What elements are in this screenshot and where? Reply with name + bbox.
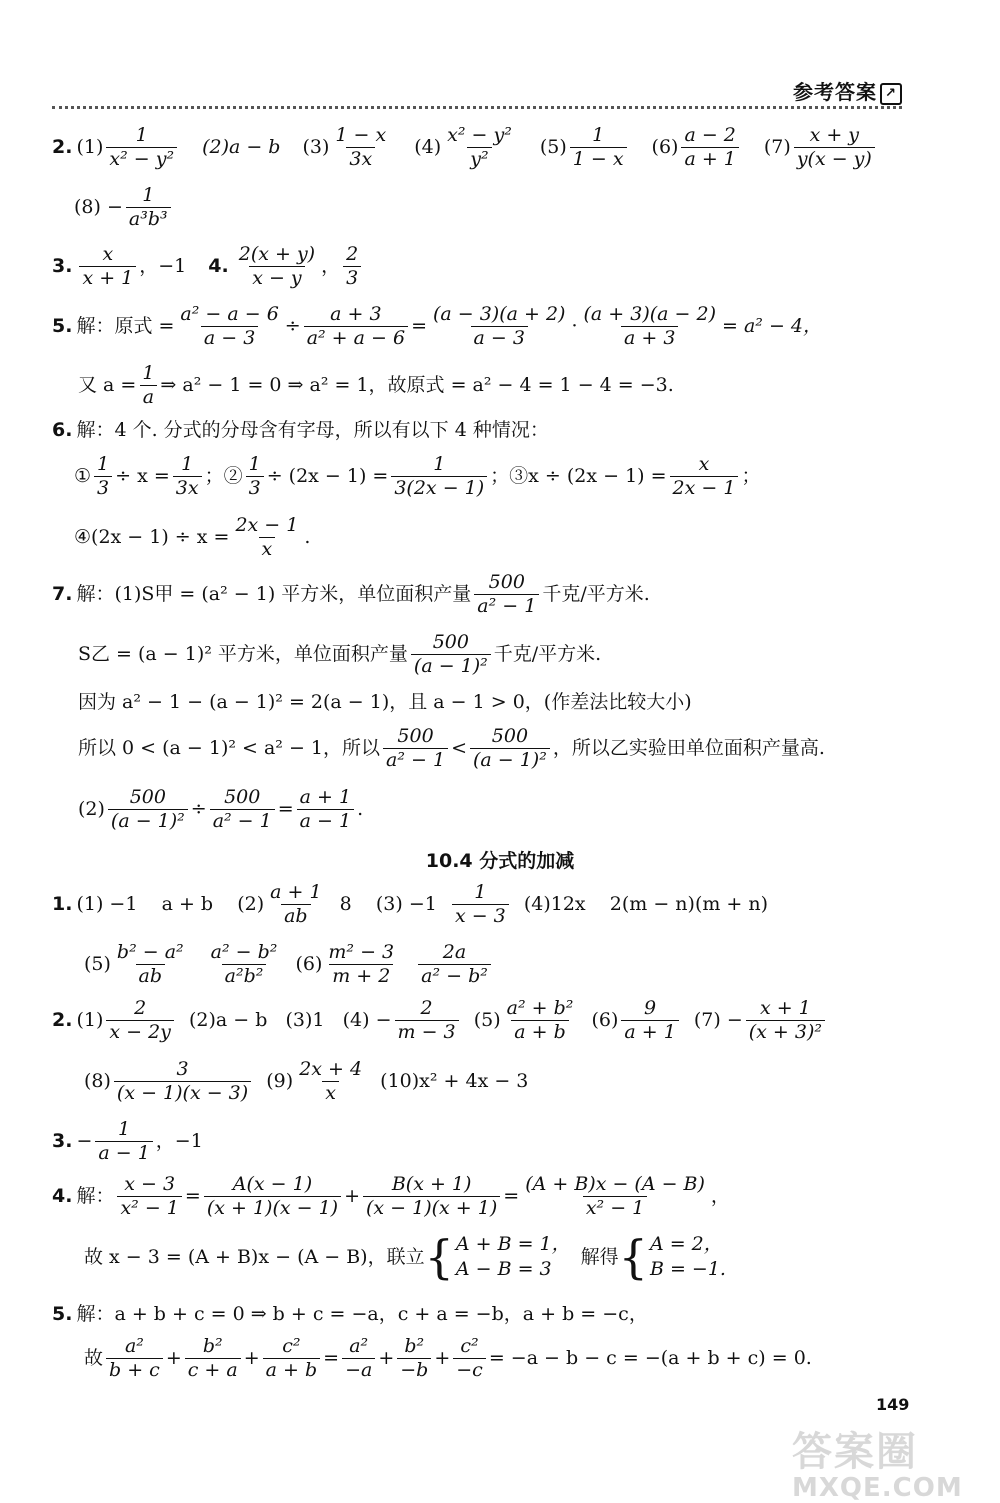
fraction [391, 455, 487, 498]
math-text: . [357, 798, 364, 820]
denominator: 3x [346, 147, 375, 169]
fraction [139, 364, 157, 407]
fraction [204, 1175, 341, 1218]
header-divider [52, 106, 902, 109]
question-number: 2. [52, 1009, 73, 1031]
question-number: 1. [52, 893, 73, 915]
math-text: = −a − b − c = −(a + b + c) = 0. [488, 1347, 812, 1369]
denominator: (x + 1)(x − 1) [204, 1196, 341, 1218]
math-text: 解：原式 = [76, 315, 175, 337]
numerator: 1 [592, 124, 605, 146]
denominator: −b [397, 1358, 431, 1380]
math-text: 所以 0 < (a − 1)² < a² − 1，所以 [78, 737, 381, 759]
section-title: 10.4 分式的加减 [425, 850, 575, 872]
math-text: 故 [84, 1347, 104, 1369]
denominator: (x − 1)(x − 3) [114, 1081, 251, 1103]
math-text: ；③x ÷ (2x − 1) = [490, 465, 667, 487]
answer-line [84, 1230, 726, 1284]
fraction [304, 305, 408, 348]
numerator: 2 [346, 243, 359, 265]
fraction [397, 1337, 431, 1380]
question-number: 4. [52, 1185, 73, 1207]
numerator: 500 [224, 786, 261, 808]
numerator: 500 [432, 631, 469, 653]
denominator: m + 2 [329, 964, 393, 986]
fraction [114, 1060, 251, 1103]
numerator: 1 [142, 362, 155, 384]
math-text: (4) [414, 136, 442, 158]
numerator: a + 1 [270, 881, 322, 903]
denominator: (a − 1)² [411, 654, 491, 676]
numerator: m² − 3 [328, 941, 395, 963]
math-text: ÷ (2x − 1) = [266, 465, 389, 487]
math-text: ； [741, 465, 761, 487]
math-text: + [434, 1347, 451, 1369]
numerator: (A + B)x − (A − B) [525, 1173, 705, 1195]
numerator: 1 − x [335, 124, 387, 146]
math-text: · [571, 315, 578, 337]
page-number: 149 [876, 1395, 910, 1414]
fraction [581, 305, 719, 348]
answer-line [52, 999, 828, 1042]
question-number: 3. [52, 255, 73, 277]
numerator: B(x + 1) [391, 1173, 472, 1195]
equation-solution: { A = 2， B = −1. [618, 1230, 726, 1284]
math-text: (4)12x 2(m − n)(m + n) [511, 893, 769, 915]
question-number: 2. [52, 136, 73, 158]
denominator: x [259, 537, 276, 559]
denominator: (x + 3)² [746, 1020, 825, 1042]
denominator: b + c [106, 1358, 163, 1380]
numerator: b² − a² [116, 941, 184, 963]
denominator: −c [453, 1358, 486, 1380]
denominator: ab [281, 904, 311, 926]
fraction [108, 788, 188, 831]
denominator: 1 − x [570, 147, 627, 169]
math-text: (2)a − b (3)1 (4) − [176, 1009, 392, 1031]
numerator: a + 3 [330, 303, 382, 325]
math-text: (3) [302, 136, 330, 158]
numerator: 500 [129, 786, 166, 808]
denominator: (a − 1)² [108, 809, 188, 831]
numerator: 3 [176, 1058, 189, 1080]
math-text: (1) −1 a + b (2) [76, 893, 265, 915]
numerator: c² [282, 1335, 301, 1357]
math-text: ÷ [284, 315, 301, 337]
answer-line [78, 364, 674, 407]
denominator: 3x [173, 476, 202, 498]
denominator: a + b [511, 1020, 569, 1042]
math-text: A + B = 1， [455, 1233, 571, 1255]
math-text: S乙 = (a − 1)² 平方米，单位面积产量 [78, 643, 408, 665]
math-text: (5) [84, 953, 111, 975]
fraction [236, 245, 318, 288]
math-text: = [323, 1347, 340, 1369]
numerator: 1 [181, 453, 194, 475]
answer-line [52, 1305, 648, 1324]
math-text: ① [74, 465, 92, 487]
math-text: ④(2x − 1) ÷ x = [74, 526, 230, 548]
fraction [746, 999, 825, 1042]
math-text: 解：4 个. 分式的分母含有字母，所以有以下 4 种情况： [76, 419, 549, 441]
fraction [343, 245, 361, 288]
denominator: a² − 1 [474, 594, 539, 616]
numerator: x + y [809, 124, 860, 146]
fraction [325, 943, 397, 986]
denominator: 3 [94, 476, 112, 498]
fraction [395, 999, 459, 1042]
denominator: x [322, 1081, 339, 1103]
math-text: (10)x² + 4x − 3 [368, 1070, 529, 1092]
numerator: 500 [488, 571, 525, 593]
math-text: (5) [539, 136, 567, 158]
fraction [452, 883, 509, 926]
fraction [114, 943, 187, 986]
denominator: a³b³ [126, 207, 171, 229]
question-number: 4. [208, 255, 229, 277]
math-text: (2) [78, 798, 105, 820]
fraction [117, 1175, 181, 1218]
math-text: B = −1. [649, 1258, 726, 1280]
denominator: a + 3 [621, 326, 678, 348]
answer-line [52, 573, 650, 616]
fraction [794, 126, 875, 169]
header-title: 参考答案 ↗ [793, 76, 902, 105]
fraction [267, 883, 324, 926]
numerator: x [698, 453, 710, 475]
denominator: a² − 1 [210, 809, 275, 831]
fraction [106, 1337, 163, 1380]
fraction [522, 1175, 708, 1218]
numerator: 2x − 1 [235, 514, 299, 536]
math-text: (7) [763, 136, 791, 158]
denominator: −a [342, 1358, 375, 1380]
denominator: a − 3 [201, 326, 258, 348]
fraction [232, 516, 301, 559]
answer-line [52, 421, 549, 440]
denominator: a² − b² [418, 964, 491, 986]
math-text: = [277, 798, 294, 820]
fraction [297, 788, 354, 831]
math-text: ÷ x = [115, 465, 170, 487]
numerator: c² [460, 1335, 479, 1357]
answer-line [52, 1175, 730, 1218]
math-text: ；② [204, 465, 243, 487]
fraction [474, 573, 539, 616]
math-text: 解：(1)S甲 = (a² − 1) 平方米，单位面积产量 [76, 583, 472, 605]
math-text: 解得 [580, 1245, 619, 1268]
math-text: (6) [283, 953, 323, 975]
math-text: = [184, 1185, 201, 1207]
question-number: 3. [52, 1130, 73, 1152]
math-text: = a² − 4， [722, 315, 822, 337]
arrow-icon: ↗ [880, 83, 902, 105]
denominator: a [140, 385, 157, 407]
fraction [570, 126, 627, 169]
equation-system: { A + B = 1， A − B = 3 [424, 1230, 571, 1284]
denominator: (x − 1)(x + 1) [363, 1196, 500, 1218]
math-text: A − B = 3 [455, 1258, 552, 1280]
denominator: a + b [263, 1358, 321, 1380]
numerator: a² [124, 1335, 144, 1357]
denominator: 2x − 1 [670, 476, 739, 498]
fraction [470, 727, 550, 770]
numerator: A(x − 1) [232, 1173, 313, 1195]
denominator: x + 1 [79, 266, 136, 288]
denominator: a + 1 [681, 147, 738, 169]
math-text: (5) [461, 1009, 501, 1031]
math-text: ，−1 [155, 1130, 203, 1152]
answer-line [78, 693, 692, 712]
math-text: (9) [254, 1070, 294, 1092]
math-text: (8) − [74, 196, 123, 218]
denominator: m − 3 [395, 1020, 459, 1042]
math-text: ， [321, 255, 341, 277]
numerator: 9 [644, 997, 657, 1019]
fraction [504, 999, 577, 1042]
math-text: (7) − [681, 1009, 743, 1031]
math-text: 8 (3) −1 [327, 893, 449, 915]
numerator: a² [349, 1335, 369, 1357]
numerator: 1 [433, 453, 446, 475]
denominator: a − 3 [471, 326, 528, 348]
math-text: (6) [579, 1009, 619, 1031]
fraction [430, 305, 568, 348]
math-text: (6) [651, 136, 679, 158]
fraction [263, 1337, 321, 1380]
denominator: a − 1 [297, 809, 354, 831]
math-text: (2)a − b [202, 136, 281, 158]
fraction [106, 999, 174, 1042]
numerator: a − 2 [684, 124, 736, 146]
numerator: x [102, 243, 114, 265]
numerator: 1 [474, 881, 487, 903]
fraction [126, 186, 171, 229]
numerator: 2 [134, 997, 147, 1019]
fraction [208, 943, 281, 986]
fraction [79, 245, 136, 288]
math-text: 又 a = [78, 374, 137, 396]
numerator: 2 [420, 997, 433, 1019]
denominator: (a − 1)² [470, 748, 550, 770]
math-text: (1) [76, 136, 104, 158]
math-text: 解：a + b + c = 0 ⇒ b + c = −a，c + a = −b，a + b = −c， [76, 1303, 648, 1325]
denominator: c + a [185, 1358, 241, 1380]
answer-line [84, 1060, 528, 1103]
denominator: a² + a − 6 [304, 326, 408, 348]
fraction [453, 1337, 486, 1380]
math-text: 千克/平方米. [493, 643, 602, 665]
watermark: 答案圈 MXQE.COM [792, 1429, 963, 1503]
math-text: + [378, 1347, 395, 1369]
math-text: 因为 a² − 1 − (a − 1)² = 2(a − 1)，且 a − 1 > 0，(作差法比较大小) [78, 691, 692, 713]
denominator: a − 1 [95, 1141, 152, 1163]
math-text: 故 x − 3 = (A + B)x − (A − B)，联立 [84, 1245, 425, 1268]
denominator: x² − 1 [583, 1196, 647, 1218]
numerator: a² + b² [506, 997, 574, 1019]
numerator: 2a [442, 941, 467, 963]
math-text: + [243, 1347, 260, 1369]
denominator: a + 1 [621, 1020, 678, 1042]
fraction [363, 1175, 500, 1218]
fraction [418, 943, 491, 986]
math-text: 解： [76, 1185, 115, 1207]
numerator: 2x + 4 [299, 1058, 363, 1080]
denominator: y² [467, 147, 491, 169]
numerator: b² [202, 1335, 223, 1357]
numerator: a + 1 [299, 786, 352, 808]
answer-line [52, 883, 768, 926]
fraction [332, 126, 389, 169]
fraction [411, 633, 491, 676]
numerator: 1 [97, 453, 110, 475]
fraction [444, 126, 515, 169]
numerator: 1 [118, 1118, 131, 1140]
fraction [94, 455, 112, 498]
numerator: b² [404, 1335, 425, 1357]
math-text: 千克/平方米. [542, 583, 650, 605]
math-text: + [344, 1185, 360, 1207]
numerator: x² − y² [447, 124, 512, 146]
math-text: ÷ [190, 798, 207, 820]
numerator: 1 [135, 124, 148, 146]
numerator: x + 1 [759, 997, 811, 1019]
denominator: x² − 1 [117, 1196, 181, 1218]
math-text: ，所以乙实验田单位面积产量高. [552, 737, 825, 759]
answer-line [84, 943, 494, 986]
fraction [621, 999, 678, 1042]
numerator: a² − a − 6 [180, 303, 279, 325]
fraction [383, 727, 448, 770]
math-text: = [503, 1185, 520, 1207]
answer-line [78, 788, 363, 831]
numerator: 500 [397, 725, 434, 747]
math-text: ， [710, 1185, 730, 1207]
answer-line [52, 1120, 203, 1163]
answer-line [74, 455, 760, 498]
denominator: x − 2y [106, 1020, 174, 1042]
answer-line [78, 727, 825, 770]
denominator: x − 3 [452, 904, 509, 926]
fraction [681, 126, 738, 169]
answer-line [78, 633, 601, 676]
denominator: a² − 1 [383, 748, 448, 770]
denominator: 3(2x − 1) [391, 476, 487, 498]
fraction [210, 788, 275, 831]
numerator: a² − b² [210, 941, 278, 963]
fraction [177, 305, 281, 348]
math-text: = [411, 315, 427, 337]
answer-line [52, 245, 364, 288]
denominator: x² − y² [106, 147, 177, 169]
math-text: + [165, 1347, 182, 1369]
fraction [296, 1060, 365, 1103]
fraction [670, 455, 739, 498]
answer-line [84, 1337, 812, 1380]
numerator: (a − 3)(a + 2) [432, 303, 566, 325]
answer-line [74, 516, 310, 559]
math-text: − [76, 1130, 93, 1152]
math-text: < [451, 737, 467, 759]
math-text: A = 2， [649, 1233, 723, 1255]
denominator: y(x − y) [794, 147, 875, 169]
question-number: 5. [52, 1303, 73, 1325]
answer-line [74, 186, 174, 229]
answer-line [52, 126, 878, 169]
question-number: 6. [52, 419, 73, 441]
denominator: 3 [343, 266, 361, 288]
math-text: (8) [84, 1070, 111, 1092]
fraction [246, 455, 264, 498]
denominator: ab [136, 964, 166, 986]
denominator: a²b² [222, 964, 267, 986]
numerator: 1 [142, 184, 155, 206]
denominator: x − y [249, 266, 304, 288]
fraction [173, 455, 202, 498]
math-text: . [304, 526, 311, 548]
question-number: 5. [52, 315, 73, 337]
numerator: x − 3 [124, 1173, 176, 1195]
numerator: 1 [248, 453, 261, 475]
denominator: 3 [246, 476, 264, 498]
numerator: 500 [491, 725, 529, 747]
answer-line [52, 305, 822, 348]
numerator: 2(x + y) [238, 243, 316, 265]
math-text: ⇒ a² − 1 = 0 ⇒ a² = 1，故原式 = a² − 4 = 1 − 4 = −3. [160, 374, 674, 396]
fraction [342, 1337, 375, 1380]
fraction [95, 1120, 152, 1163]
math-text: ，−1 [139, 255, 187, 277]
math-text: (1) [76, 1009, 104, 1031]
fraction [185, 1337, 241, 1380]
question-number: 7. [52, 583, 73, 605]
numerator: (a + 3)(a − 2) [583, 303, 716, 325]
fraction [106, 126, 177, 169]
